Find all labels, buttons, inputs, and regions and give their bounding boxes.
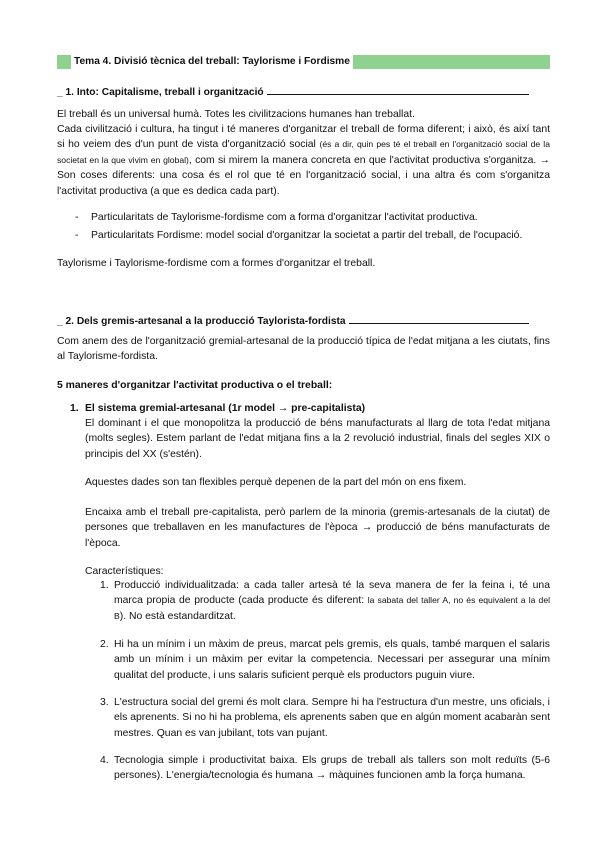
list-item: Producció individualitzada: a cada taller artesà té la seva manera de fer la feina i, té una marca propia de producte (cada producte és diferent: la sabata del taller A, no és equivalent a la del B). No està estandarditzat. xyxy=(114,580,551,622)
section1-paragraph-2: Cada civilització i cultura, ha tingut i té maneres d'organitzar el treball de forma diferent; i això, és així tant si ho veiem des d'un punt de vista d'organització social (és a dir, quin pes té el treball en l'organització social de la societat en la que vivim en global), com si mirem la manera concreta en que l'activitat productiva s'organitza. → Son coses diferents: una cosa és el rol que té en l'organització social, i una altra és com s'organitza l'activitat productiva (a que es dedica cada part). xyxy=(57,124,550,197)
heading-rule xyxy=(349,322,529,324)
item-number: 4. xyxy=(100,755,109,766)
section2-subheading: 5 maneres d'organitzar l'activitat productiva o el treball: xyxy=(57,380,333,391)
section2-heading: _ 2. Dels gremis-artesanal a la producció Taylorista-fordista xyxy=(57,314,529,329)
model1-paragraph-1: El dominant i el que monopolitza la producció de béns manufacturats al llarg de tota l'edat mitjana (molts segles). Estem parlant de l'edat mitjana fins a la 2 revolució industrial, finals del segles XIX o principis del XX (s'estén). xyxy=(85,418,550,460)
page-title: Tema 4. Divisió tècnica del treball: Taylorisme i Fordisme xyxy=(71,55,353,69)
section1-paragraph-1: El treball és un universal humà. Totes les civilitzacions humanes han treballat. xyxy=(57,109,415,120)
list-item: Tecnologia simple i productivitat baixa. Els grups de treball als tallers son molt reduïts (5-6 persones). L'energia/tecnologia és humana → màquines funcionen amb la força humana. xyxy=(114,755,550,782)
aside-note: la sabata del taller A, no és equivalent a la del B xyxy=(114,595,551,621)
model1-paragraph-3: Encaixa amb el treball pre-capitalista, però parlem de la minoria (gremis-artesanals de la ciutat) de persones que treballaven en les manufactures de l'època → producció de béns manufacturats de l'època. xyxy=(85,507,550,549)
model1-number: 1. xyxy=(70,403,79,414)
section1-bullet-list xyxy=(75,210,545,247)
characteristics-label: Característiques: xyxy=(85,566,164,577)
section1-paragraph-3: Taylorisme i Taylorisme-fordisme com a formes d'organitzar el treball. xyxy=(57,258,376,269)
list-item: - Particularitats Fordisme: model social d'organitzar la societat a partir del treball, de l'ocupació. xyxy=(75,228,545,243)
list-item: - Particularitats de Taylorisme-fordisme com a forma d'organitzar l'activitat productiva. xyxy=(75,210,545,225)
list-item: Hi ha un mínim i un màxim de preus, marcat pels gremis, els quals, també marquen el salaris amb un mínim i un màxim per evitar la competencia. Necessari per assegurar una mínim qualitat del producte, i uns salaris suficient perquè els productors puguin viure. xyxy=(114,639,550,681)
model1-paragraph-2: Aquestes dades son tan flexibles perquè depenen de la part del món on ens fixem. xyxy=(85,477,467,488)
model1-title: El sistema gremial-artesanal (1r model → pre-capitalista) xyxy=(85,403,366,414)
section1-heading: _ 1. Into: Capitalisme, treball i organització xyxy=(57,85,529,100)
item-number: 3. xyxy=(100,697,109,708)
title-bar xyxy=(57,55,550,69)
section2-paragraph-1: Com anem des de l'organització gremial-artesanal de la producció típica de l'edat mitjana a les ciutats, fins al Taylorisme-fordista. xyxy=(57,336,550,363)
heading-rule xyxy=(267,93,529,95)
aside-note: (és a dir, quin pes té el treball en l'organització social de la societat en la que vivim en global) xyxy=(57,139,550,165)
item-number: 2. xyxy=(100,639,109,650)
item-number: 1. xyxy=(100,580,109,591)
list-item: L'estructura social del gremi és molt clara. Sempre hi ha l'estructura d'un mestre, uns oficials, i els aprenents. Si no hi ha problema, els aprenents saben que en algún moment acabaràn sent mestres. Quan es van jubilant, tots van pujant. xyxy=(114,697,550,739)
